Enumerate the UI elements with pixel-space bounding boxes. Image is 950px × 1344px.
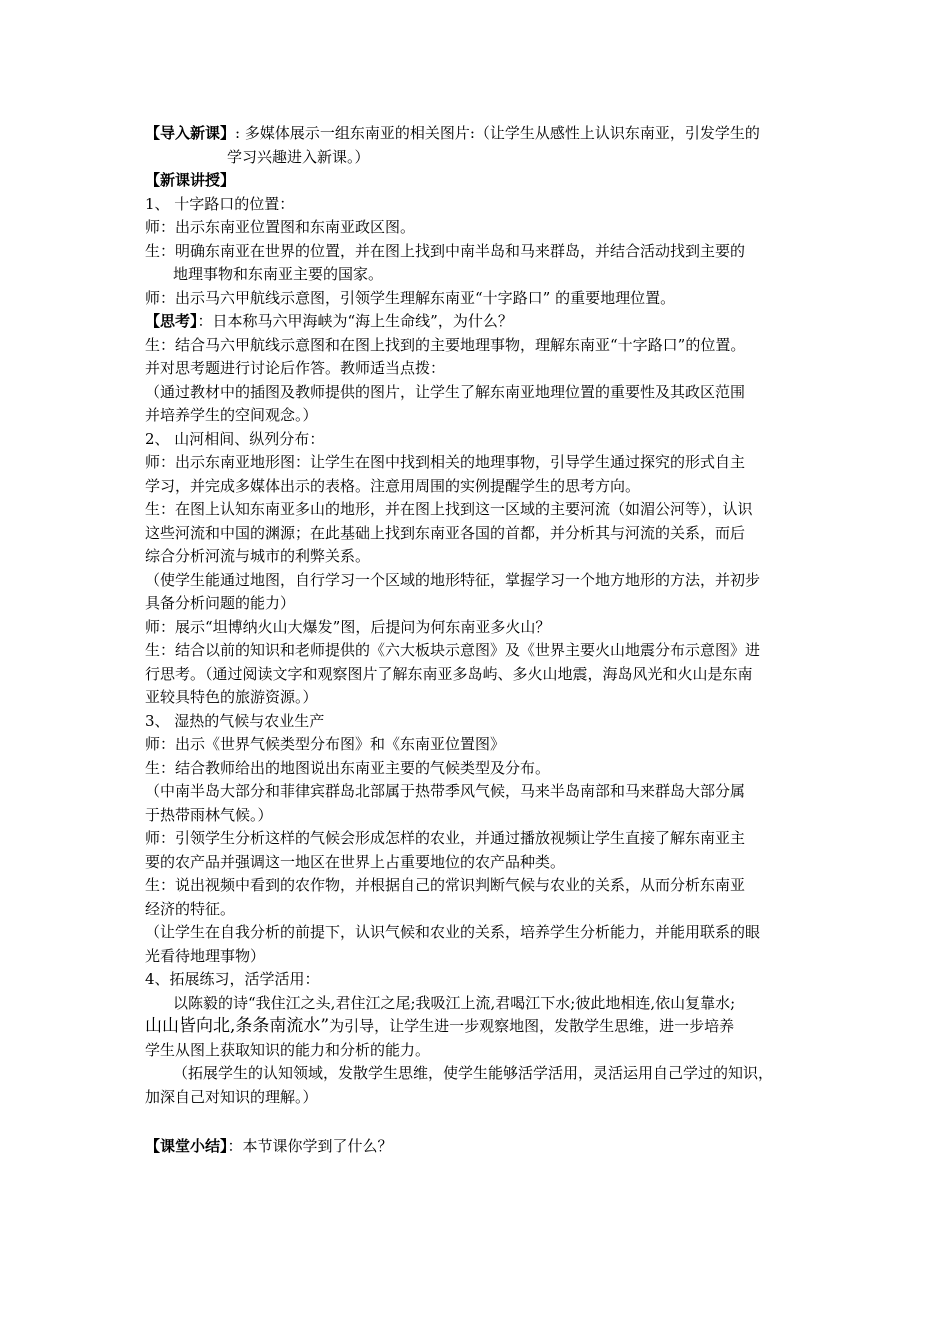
paragraph-line: 师：引领学生分析这样的气候会形成怎样的农业，并通过播放视频让学生直接了解东南亚主: [145, 829, 746, 847]
extend-line-1: （拓展学生的认知领域，发散学生思维，使学生能够活学活用，灵活运用自己学过的知识，: [173, 1064, 774, 1082]
summary-label: 【课堂小结】: [145, 1137, 228, 1155]
paragraph-line: 综合分析河流与城市的利弊关系。: [145, 547, 371, 565]
paragraph-line: 生：在图上认知东南亚多山的地形，并在图上找到这一区域的主要河流（如湄公河等），认识: [145, 500, 753, 518]
paragraph-line: 师：展示“坦博纳火山大爆发”图，后提问为何东南亚多火山？: [145, 617, 551, 636]
poem-verse: 山山皆向北,条条南流水”: [145, 1016, 330, 1036]
intro-line-2: 学习兴趣进入新课。）: [227, 147, 370, 166]
summary-text: ：本节课你学到了什么？: [227, 1137, 393, 1155]
paragraph-line: 行思考。（通过阅读文字和观察图片了解东南亚多岛屿、多火山地震，海岛风光和火山是东南: [145, 664, 753, 683]
summary-line: [145, 1135, 815, 1159]
paragraph-line: 生：结合教师给出的地图说出东南亚主要的气候类型及分布。: [145, 758, 551, 777]
think-text: ：日本称马六甲海峡为“海上生命线”，为什么？: [197, 312, 513, 330]
paragraph-line: 师：出示《世界气候类型分布图》和《东南亚位置图》: [145, 735, 506, 753]
paragraph-line: （使学生能通过地图，自行学习一个区域的地形特征，掌握学习一个地方地形的方法，并初步: [145, 570, 761, 589]
intro-text: : 多媒体展示一组东南亚的相关图片:（让学生从感性上认识东南亚，引发学生的: [235, 124, 760, 142]
poem-guide-text: 为引导，让学生进一步观察地图，发散学生思维，进一步培养: [329, 1017, 735, 1035]
think-line: [145, 310, 815, 334]
paragraph-line: 这些河流和中国的渊源；在此基础上找到东南亚各国的首都，并分析其与河流的关系，而后: [145, 523, 746, 542]
new-lesson-heading: 【新课讲授】: [145, 171, 236, 189]
paragraph-line: 生：明确东南亚在世界的位置，并在图上找到中南半岛和马来群岛，并结合活动找到主要的: [145, 241, 746, 260]
poem-line-3: 学生从图上获取知识的能力和分析的能力。: [145, 1040, 431, 1059]
paragraph-line: 光看待地理事物）: [145, 946, 266, 965]
intro-label: 【导入新课】: [145, 124, 236, 142]
paragraph-line: 并对思考题进行讨论后作答。教师适当点拨：: [145, 359, 446, 377]
paragraph-line: 师：出示马六甲航线示意图，引领学生理解东南亚“十字路口” 的重要地理位置。: [145, 288, 676, 307]
section-1-title: 1、 十字路口的位置：: [145, 194, 295, 213]
document-page: [145, 122, 815, 1159]
paragraph-line: （让学生在自我分析的前提下，认识气候和农业的关系，培养学生分析能力，并能用联系的眼: [145, 923, 761, 941]
paragraph-line: （通过教材中的插图及教师提供的图片，让学生了解东南亚地理位置的重要性及其政区范围: [145, 382, 746, 401]
paragraph-line: 经济的特征。: [145, 899, 236, 918]
paragraph-line: 于热带雨林气候。）: [145, 805, 273, 824]
section-4-title: 4、拓展练习，活学活用：: [145, 970, 320, 988]
paragraph-line: 并培养学生的空间观念。）: [145, 406, 318, 424]
paragraph-line: 具备分析问题的能力）: [145, 594, 296, 612]
extend-line-2: 加深自己对知识的理解。）: [145, 1087, 318, 1106]
paragraph-line: （中南半岛大部分和菲律宾群岛北部属于热带季风气候，马来半岛南部和马来群岛大部分属: [145, 782, 746, 800]
paragraph-line: 生：说出视频中看到的农作物，并根据自己的常识判断气候与农业的关系，从而分析东南亚: [145, 876, 746, 894]
poem-line-1: 以陈毅的诗“我住江之头,君住江之尾;我吸江上流,君喝江下水;彼此地相连,依山复靠水;: [173, 993, 736, 1012]
paragraph-line: 要的农产品并强调这一地区在世界上占重要地位的农产品种类。: [145, 852, 566, 871]
section-3-title: 3、 湿热的气候与农业生产: [145, 711, 325, 730]
spacer: [145, 1109, 815, 1135]
paragraph-line: 师：出示东南亚位置图和东南亚政区图。: [145, 218, 416, 236]
paragraph-line: 地理事物和东南亚主要的国家。: [173, 265, 384, 283]
intro-line: [145, 122, 815, 146]
paragraph-line: 亚较具特色的旅游资源。）: [145, 688, 318, 706]
paragraph-line: 学习，并完成多媒体出示的表格。注意用周围的实例提醒学生的思考方向。: [145, 476, 641, 495]
section-2-title: 2、 山河相间、纵列分布：: [145, 429, 325, 448]
paragraph-line: 生：结合马六甲航线示意图和在图上找到的主要地理事物，理解东南亚“十字路口”的位置。: [145, 335, 746, 354]
paragraph-line: 生：结合以前的知识和老师提供的《六大板块示意图》及《世界主要火山地震分布示意图》进: [145, 641, 761, 659]
poem-line-2: [145, 1015, 815, 1039]
think-label: 【思考】: [145, 312, 198, 330]
paragraph-line: 师：出示东南亚地形图：让学生在图中找到相关的地理事物，引导学生通过探究的形式自主: [145, 453, 746, 471]
